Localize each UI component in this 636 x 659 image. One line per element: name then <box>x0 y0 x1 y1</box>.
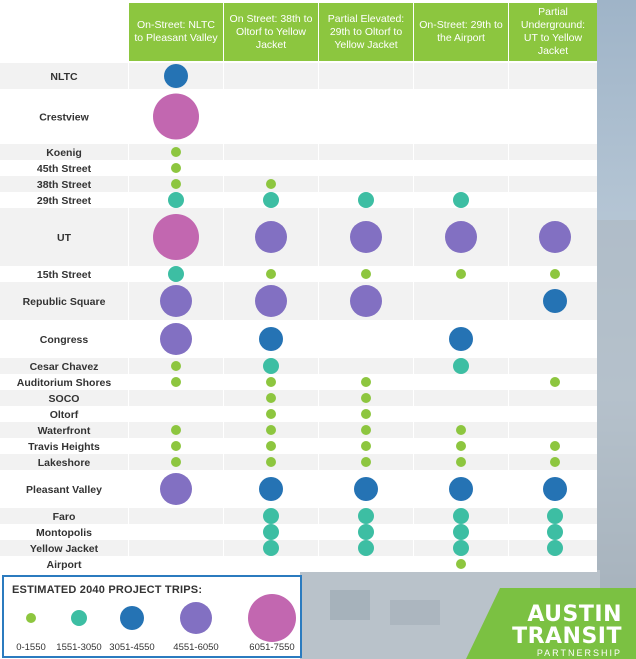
trip-bubble <box>171 361 181 371</box>
trip-bubble <box>456 457 466 467</box>
trip-bubble <box>266 409 276 419</box>
trip-bubble <box>361 457 371 467</box>
trip-bubble <box>255 285 287 317</box>
trip-bubble <box>358 540 374 556</box>
station-label: Travis Heights <box>28 441 100 453</box>
trip-bubble <box>259 327 283 351</box>
station-label: 29th Street <box>36 195 92 207</box>
trip-bubble <box>171 179 181 189</box>
trip-bubble <box>361 441 371 451</box>
column-separator <box>508 3 509 572</box>
trip-bubble <box>358 524 374 540</box>
trip-bubble <box>547 540 563 556</box>
trip-bubble <box>171 377 181 387</box>
station-label: Congress <box>39 334 89 346</box>
trip-bubble <box>361 393 371 403</box>
trip-bubble <box>164 64 188 88</box>
table-row <box>0 144 597 160</box>
station-label: SOCO <box>48 393 80 405</box>
column-header-4: On-Street: 29th to the Airport <box>414 3 508 61</box>
trip-bubble <box>358 192 374 208</box>
legend-bubble <box>71 610 87 626</box>
trip-bubble <box>361 425 371 435</box>
trip-bubble <box>263 192 279 208</box>
table-row <box>0 208 597 266</box>
trip-bubble <box>543 477 567 501</box>
trip-bubble <box>263 540 279 556</box>
column-header-5: Partial Underground: UT to Yellow Jacket <box>509 3 597 61</box>
legend-label: 3051-4550 <box>109 642 155 653</box>
trip-bubble <box>543 289 567 313</box>
trip-bubble <box>550 441 560 451</box>
station-label: Montopolis <box>36 527 92 539</box>
column-separator <box>128 3 129 572</box>
trip-bubble <box>350 221 382 253</box>
column-separator <box>223 3 224 572</box>
station-label: Cesar Chavez <box>29 361 99 373</box>
column-separator <box>413 3 414 572</box>
trip-bubble <box>168 192 184 208</box>
legend-title: ESTIMATED 2040 PROJECT TRIPS: <box>12 584 203 596</box>
legend-label: 1551-3050 <box>56 642 102 653</box>
trip-bubble <box>263 508 279 524</box>
legend-label: 6051-7550 <box>249 642 295 653</box>
station-label: Waterfront <box>37 425 91 437</box>
column-header-3: Partial Elevated: 29th to Oltorf to Yellow Jacket <box>319 3 413 61</box>
trip-bubble <box>456 425 466 435</box>
trip-bubble <box>266 457 276 467</box>
trip-bubble <box>453 524 469 540</box>
trip-bubble <box>168 266 184 282</box>
trip-bubble <box>160 473 192 505</box>
legend-label: 0-1550 <box>16 642 46 653</box>
station-label: Airport <box>46 559 82 571</box>
trip-bubble <box>354 477 378 501</box>
trip-bubble <box>255 221 287 253</box>
station-label: Lakeshore <box>37 457 91 469</box>
trip-bubble <box>449 327 473 351</box>
station-label: NLTC <box>50 71 78 83</box>
station-label: UT <box>57 232 71 244</box>
station-label: 15th Street <box>36 269 92 281</box>
legend-markers <box>4 577 300 656</box>
trip-bubble <box>550 269 560 279</box>
trip-bubble <box>453 508 469 524</box>
legend-bubble <box>248 594 296 642</box>
trip-bubble <box>171 441 181 451</box>
trip-bubble <box>547 524 563 540</box>
trip-bubble <box>456 441 466 451</box>
table-row <box>0 508 597 524</box>
trip-bubble <box>539 221 571 253</box>
trip-bubble <box>361 269 371 279</box>
trip-bubble <box>449 477 473 501</box>
legend <box>2 575 302 658</box>
trip-bubble <box>361 377 371 387</box>
trip-bubble <box>453 358 469 374</box>
trip-bubble <box>171 163 181 173</box>
table-row <box>0 320 597 358</box>
logo-line-2: TRANSIT <box>512 624 622 649</box>
trip-bubble <box>358 508 374 524</box>
trip-bubble <box>266 377 276 387</box>
legend-bubble <box>180 602 212 634</box>
trip-bubble <box>266 393 276 403</box>
trip-bubble <box>266 269 276 279</box>
trip-bubble <box>259 477 283 501</box>
trip-bubble <box>266 425 276 435</box>
trip-bubble <box>263 524 279 540</box>
legend-bubble <box>120 606 144 630</box>
station-label: Faro <box>52 511 76 523</box>
trip-bubble <box>456 559 466 569</box>
table-row <box>0 63 597 89</box>
trip-bubble <box>263 358 279 374</box>
station-label: Crestview <box>39 111 89 124</box>
trip-bubble <box>445 221 477 253</box>
trip-bubble <box>453 540 469 556</box>
station-label: Yellow Jacket <box>29 543 99 555</box>
trip-bubble <box>550 457 560 467</box>
trip-bubble <box>550 377 560 387</box>
station-label: Pleasant Valley <box>26 484 102 496</box>
trip-bubble <box>453 192 469 208</box>
column-header-2: On Street: 38th to Oltorf to Yellow Jacket <box>224 3 318 61</box>
table-row <box>0 89 597 144</box>
logo-line-3: PARTNERSHIP <box>536 648 622 658</box>
trip-bubble <box>456 269 466 279</box>
trip-bubble <box>171 425 181 435</box>
table-row <box>0 390 597 406</box>
legend-label: 4551-6050 <box>173 642 219 653</box>
austin-transit-partnership-logo <box>466 588 636 659</box>
trip-bubble <box>171 147 181 157</box>
logo-line-1: AUSTIN <box>527 602 622 627</box>
column-header-1: On-Street: NLTC to Pleasant Valley <box>129 3 223 61</box>
column-separator <box>318 3 319 572</box>
table-row <box>0 406 597 422</box>
trip-bubble <box>266 441 276 451</box>
station-label: Auditorium Shores <box>16 377 112 389</box>
station-label: Republic Square <box>22 296 106 308</box>
trip-bubble <box>160 323 192 355</box>
trip-bubble <box>361 409 371 419</box>
trip-bubble <box>171 457 181 467</box>
trip-bubble <box>153 94 199 140</box>
trip-bubble <box>350 285 382 317</box>
trip-bubble <box>266 179 276 189</box>
trip-bubble <box>547 508 563 524</box>
trip-bubble <box>160 285 192 317</box>
station-label: 45th Street <box>36 163 92 175</box>
table-row <box>0 556 597 572</box>
station-label: Koenig <box>46 147 82 159</box>
trip-bubble <box>153 214 199 260</box>
legend-bubble <box>26 613 36 623</box>
station-label: Oltorf <box>49 409 79 421</box>
station-label: 38th Street <box>36 179 92 191</box>
